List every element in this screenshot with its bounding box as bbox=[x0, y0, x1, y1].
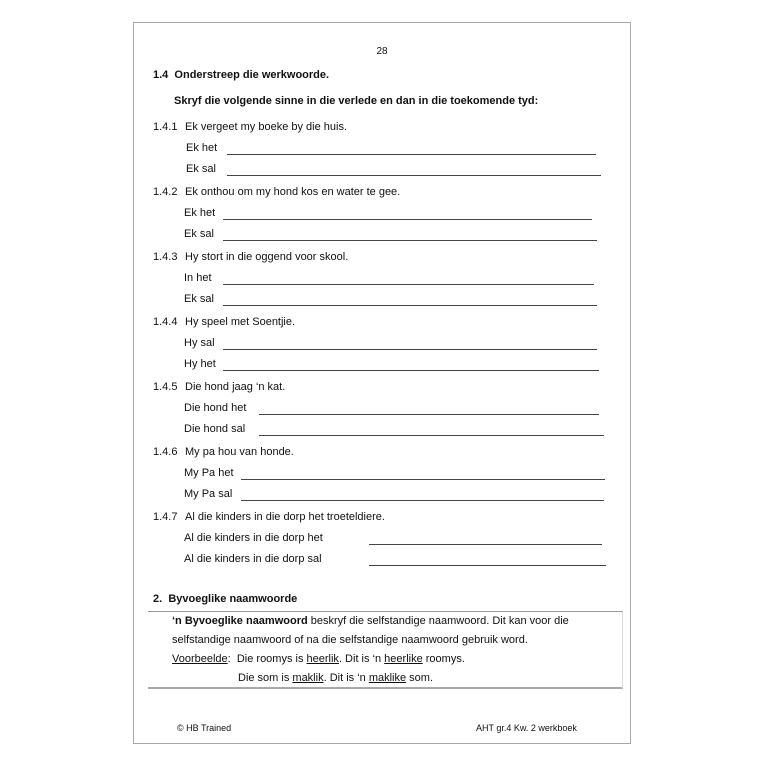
sentence-text: My pa hou van honde. bbox=[185, 446, 294, 458]
worksheet-page bbox=[133, 22, 631, 744]
answer-prompt: Die hond sal bbox=[184, 423, 246, 435]
example-text: roomys. bbox=[422, 653, 465, 665]
heading-text: Byvoeglike naamwoorde bbox=[168, 593, 298, 605]
section-1-4-heading bbox=[153, 69, 329, 81]
answer-line-input[interactable] bbox=[223, 370, 599, 371]
answer-line-input[interactable] bbox=[369, 565, 606, 566]
answer-line-input[interactable] bbox=[259, 435, 604, 436]
exercise-number: 1.4.7 bbox=[153, 511, 178, 523]
exercise-number: 1.4.3 bbox=[153, 251, 178, 263]
exercise-sentence bbox=[153, 316, 295, 328]
answer-prompt: Hy het bbox=[184, 358, 216, 370]
heading-number: 2. bbox=[153, 593, 163, 605]
sentence-text: Al die kinders in die dorp het troeteldiere. bbox=[185, 511, 385, 523]
adjective: heerlike bbox=[384, 653, 423, 665]
sentence-text: Hy speel met Soentjie. bbox=[185, 316, 296, 328]
heading-text: Onderstreep die werkwoorde. bbox=[174, 69, 330, 81]
answer-prompt: Ek het bbox=[186, 142, 218, 154]
example-text: som. bbox=[406, 672, 434, 684]
answer-line-input[interactable] bbox=[241, 500, 604, 501]
exercise-sentence bbox=[153, 251, 348, 263]
answer-line-input[interactable] bbox=[223, 219, 592, 220]
exercise-number: 1.4.2 bbox=[153, 186, 178, 198]
heading-number: 1.4 bbox=[153, 69, 169, 81]
adjective: maklik bbox=[292, 672, 324, 684]
answer-prompt: Ek sal bbox=[184, 228, 214, 240]
answer-line-input[interactable] bbox=[369, 544, 602, 545]
answer-prompt: Al die kinders in die dorp het bbox=[184, 532, 323, 544]
exercise-sentence bbox=[153, 511, 385, 523]
exercise-sentence bbox=[153, 121, 347, 133]
sentence-text: Hy stort in die oggend voor skool. bbox=[185, 251, 349, 263]
example-line-1: Voorbeelde: Die roomys is heerlik. Dit is ‘n heerlike roomys. bbox=[172, 653, 465, 665]
exercise-number: 1.4.5 bbox=[153, 381, 178, 393]
example-line-2 bbox=[238, 672, 433, 684]
example-text: Die som is bbox=[238, 672, 293, 684]
answer-prompt: Al die kinders in die dorp sal bbox=[184, 553, 322, 565]
term: ‘n Byvoeglike naamwoord bbox=[172, 615, 308, 627]
answer-prompt: Ek het bbox=[184, 207, 216, 219]
sentence-text: Ek vergeet my boeke by die huis. bbox=[185, 121, 348, 133]
example-text: Die roomys is bbox=[236, 653, 307, 665]
answer-line-input[interactable] bbox=[223, 284, 594, 285]
definition-line-2: selfstandige naamwoord of na die selfstandige naamwoord gebruik word. bbox=[172, 634, 528, 646]
instruction: Skryf die volgende sinne in die verlede en dan in die toekomende tyd: bbox=[174, 95, 539, 107]
definition-text: beskryf die selfstandige naamwoord. Dit kan voor die bbox=[307, 615, 569, 627]
exercise-sentence bbox=[153, 446, 294, 458]
answer-line-input[interactable] bbox=[259, 414, 599, 415]
footer-title: AHT gr.4 Kw. 2 werkboek bbox=[476, 723, 577, 733]
definition-line-1 bbox=[172, 615, 569, 627]
exercise-number: 1.4.6 bbox=[153, 446, 178, 458]
answer-prompt: Die hond het bbox=[184, 402, 247, 414]
page-number: 28 bbox=[376, 46, 388, 57]
exercise-number: 1.4.4 bbox=[153, 316, 178, 328]
examples-label: Voorbeelde bbox=[172, 653, 228, 665]
answer-line-input[interactable] bbox=[227, 154, 596, 155]
exercise-number: 1.4.1 bbox=[153, 121, 178, 133]
adjective: maklike bbox=[368, 672, 407, 684]
example-text: . Dit is ‘n bbox=[338, 653, 385, 665]
answer-prompt: Ek sal bbox=[184, 293, 214, 305]
answer-line-input[interactable] bbox=[223, 349, 597, 350]
answer-prompt: My Pa het bbox=[184, 467, 234, 479]
adjective: heerlik bbox=[306, 653, 339, 665]
answer-line-input[interactable] bbox=[241, 479, 605, 480]
section-2-heading bbox=[153, 593, 297, 605]
sentence-text: Ek onthou om my hond kos en water te gee. bbox=[185, 186, 401, 198]
exercise-sentence bbox=[153, 186, 400, 198]
answer-prompt: My Pa sal bbox=[184, 488, 233, 500]
sentence-text: Die hond jaag ‘n kat. bbox=[185, 381, 286, 393]
footer-copyright: © HB Trained bbox=[177, 723, 232, 733]
answer-line-input[interactable] bbox=[227, 175, 601, 176]
answer-line-input[interactable] bbox=[223, 240, 597, 241]
answer-prompt: Ek sal bbox=[186, 163, 216, 175]
definition-box bbox=[148, 611, 623, 689]
example-text: . Dit is ‘n bbox=[323, 672, 369, 684]
exercise-sentence bbox=[153, 381, 285, 393]
answer-line-input[interactable] bbox=[223, 305, 597, 306]
answer-prompt: Hy sal bbox=[184, 337, 215, 349]
answer-prompt: In het bbox=[184, 272, 212, 284]
